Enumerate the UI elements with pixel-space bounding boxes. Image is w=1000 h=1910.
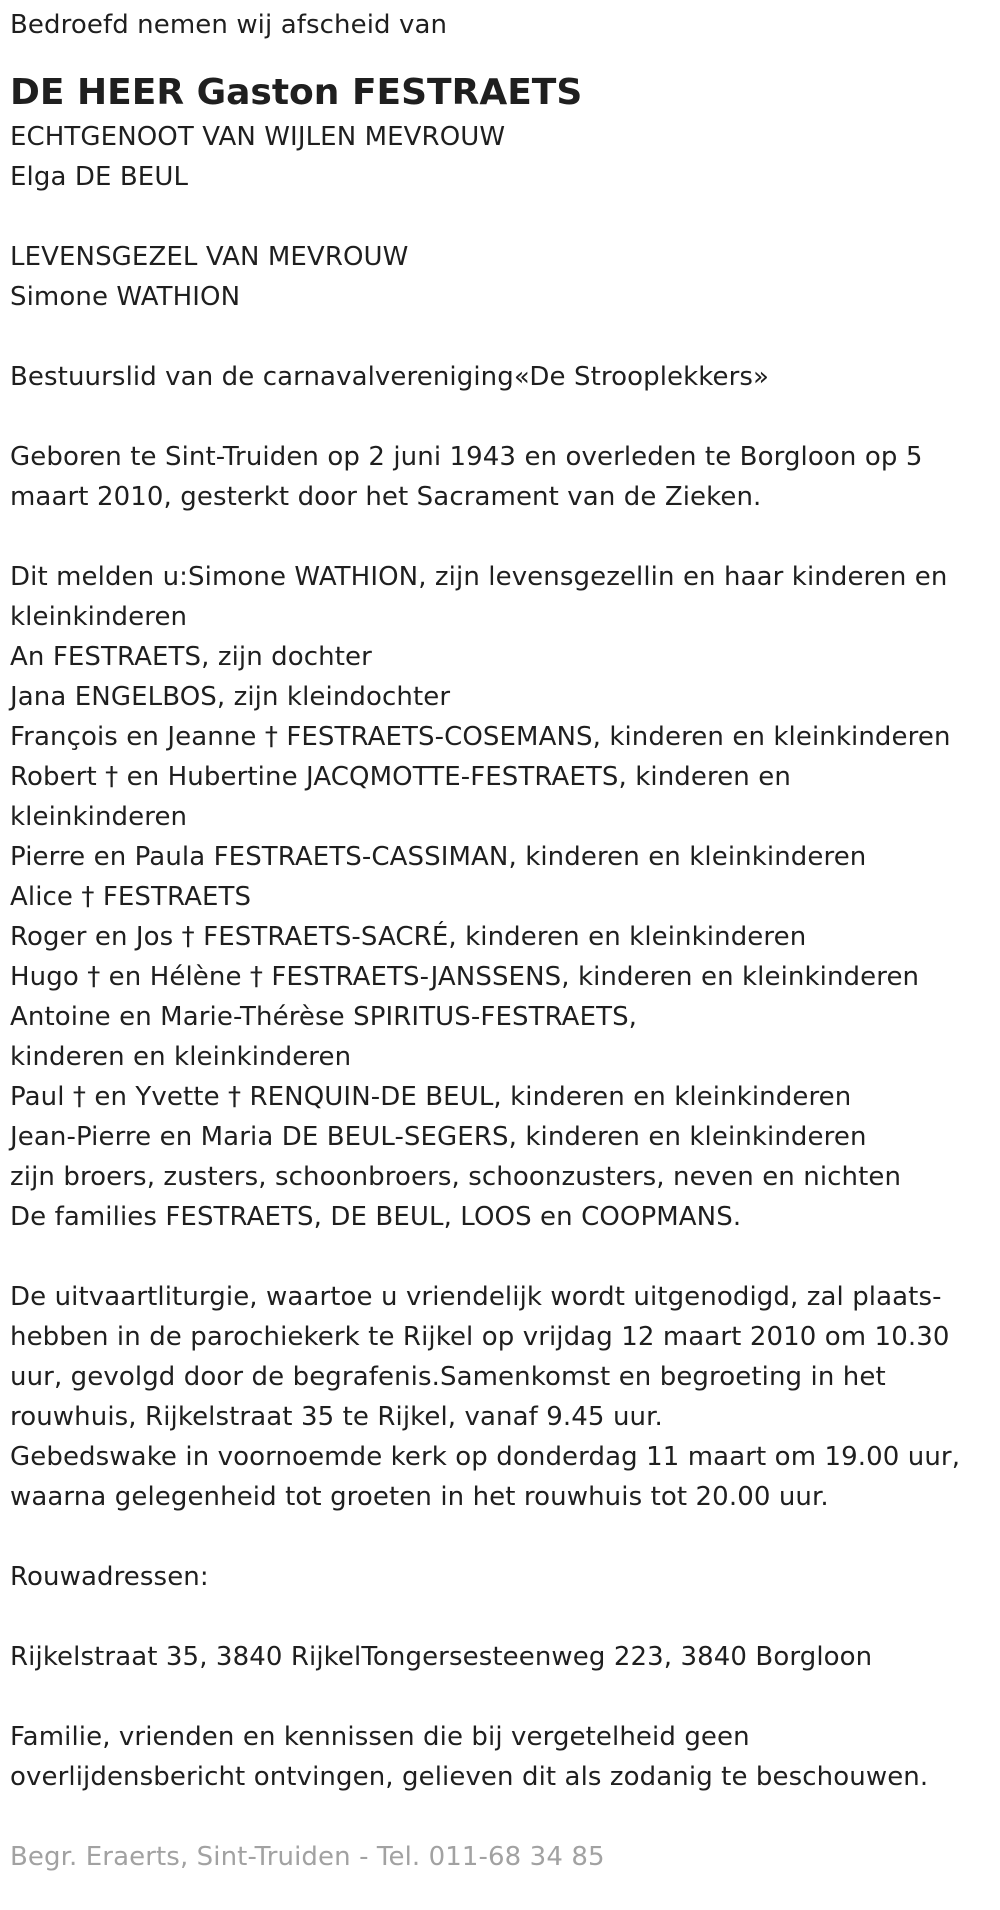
spacer [10, 317, 990, 357]
family-line: An FESTRAETS, zijn dochter [10, 642, 372, 672]
birth-death-line: maart 2010, gesterkt door het Sacrament van de Zieken. [10, 482, 762, 512]
funeral-paragraph [10, 1277, 990, 1517]
spacer [10, 197, 990, 237]
notice-line: overlijdensbericht ontvingen, gelieven dit als zodanig te beschouwen. [10, 1762, 929, 1792]
spacer [10, 1237, 990, 1277]
family-line: zijn broers, zusters, schoonbroers, schoonzusters, neven en nichten [10, 1162, 902, 1192]
family-line: Alice † FESTRAETS [10, 882, 252, 912]
spacer [10, 1517, 990, 1557]
spacer [10, 1797, 990, 1837]
family-list [10, 557, 990, 1237]
funeral-line: Gebedswake in voornoemde kerk op donderdag 11 maart om 19.00 uur, [10, 1442, 961, 1472]
family-line: Jana ENGELBOS, zijn kleindochter [10, 682, 451, 712]
family-line: Paul † en Yvette † RENQUIN-DE BEUL, kinderen en kleinkinderen [10, 1082, 852, 1112]
family-line: Pierre en Paula FESTRAETS-CASSIMAN, kinderen en kleinkinderen [10, 842, 867, 872]
family-line: Hugo † en Hélène † FESTRAETS-JANSSENS, kinderen en kleinkinderen [10, 962, 920, 992]
spacer [10, 1597, 990, 1637]
family-line: François en Jeanne † FESTRAETS-COSEMANS, kinderen en kleinkinderen [10, 722, 951, 752]
notice-line: Familie, vrienden en kennissen die bij vergetelheid geen [10, 1722, 750, 1752]
spacer [10, 1677, 990, 1717]
family-line: Jean-Pierre en Maria DE BEUL-SEGERS, kinderen en kleinkinderen [10, 1122, 867, 1152]
birth-death-paragraph [10, 437, 990, 517]
addresses-text: Rijkelstraat 35, 3840 RijkelTongersesteenweg 223, 3840 Borgloon [10, 1642, 873, 1672]
birth-death-line: Geboren te Sint-Truiden op 2 juni 1943 en overleden te Borgloon op 5 [10, 442, 923, 472]
family-line: kleinkinderen [10, 602, 188, 632]
family-line: Roger en Jos † FESTRAETS-SACRÉ, kinderen en kleinkinderen [10, 922, 807, 952]
family-line: Robert † en Hubertine JACQMOTTE-FESTRAETS, kinderen en [10, 762, 791, 792]
family-line: kleinkinderen [10, 802, 188, 832]
notice-paragraph [10, 1717, 990, 1797]
funeral-line: rouwhuis, Rijkelstraat 35 te Rijkel, vanaf 9.45 uur. [10, 1402, 663, 1432]
spacer [10, 397, 990, 437]
spouse-title: ECHTGENOOT VAN WIJLEN MEVROUW [10, 122, 506, 152]
undertaker-footer: Begr. Eraerts, Sint-Truiden - Tel. 011-68 34 85 [10, 1842, 605, 1872]
funeral-line: uur, gevolgd door de begrafenis.Samenkomst en begroeting in het [10, 1362, 886, 1392]
family-line: kinderen en kleinkinderen [10, 1042, 352, 1072]
obituary-document [10, 0, 990, 1877]
family-line: De families FESTRAETS, DE BEUL, LOOS en COOPMANS. [10, 1202, 742, 1232]
family-line: Antoine en Marie-Thérèse SPIRITUS-FESTRAETS, [10, 1002, 638, 1032]
funeral-line: De uitvaartliturgie, waartoe u vriendelijk wordt uitgenodigd, zal plaats- [10, 1282, 942, 1312]
deceased-name: DE HEER Gaston FESTRAETS [10, 72, 583, 113]
partner-name: Simone WATHION [10, 282, 241, 312]
spacer [10, 517, 990, 557]
family-line: Dit melden u:Simone WATHION, zijn levensgezellin en haar kinderen en [10, 562, 948, 592]
addresses-label: Rouwadressen: [10, 1562, 209, 1592]
spouse-name: Elga DE BEUL [10, 162, 189, 192]
funeral-line: waarna gelegenheid tot groeten in het rouwhuis tot 20.00 uur. [10, 1482, 829, 1512]
partner-title: LEVENSGEZEL VAN MEVROUW [10, 242, 409, 272]
intro-text: Bedroefd nemen wij afscheid van [10, 10, 448, 40]
board-member-text: Bestuurslid van de carnavalvereniging«De Strooplekkers» [10, 362, 770, 392]
funeral-line: hebben in de parochiekerk te Rijkel op vrijdag 12 maart 2010 om 10.30 [10, 1322, 950, 1352]
